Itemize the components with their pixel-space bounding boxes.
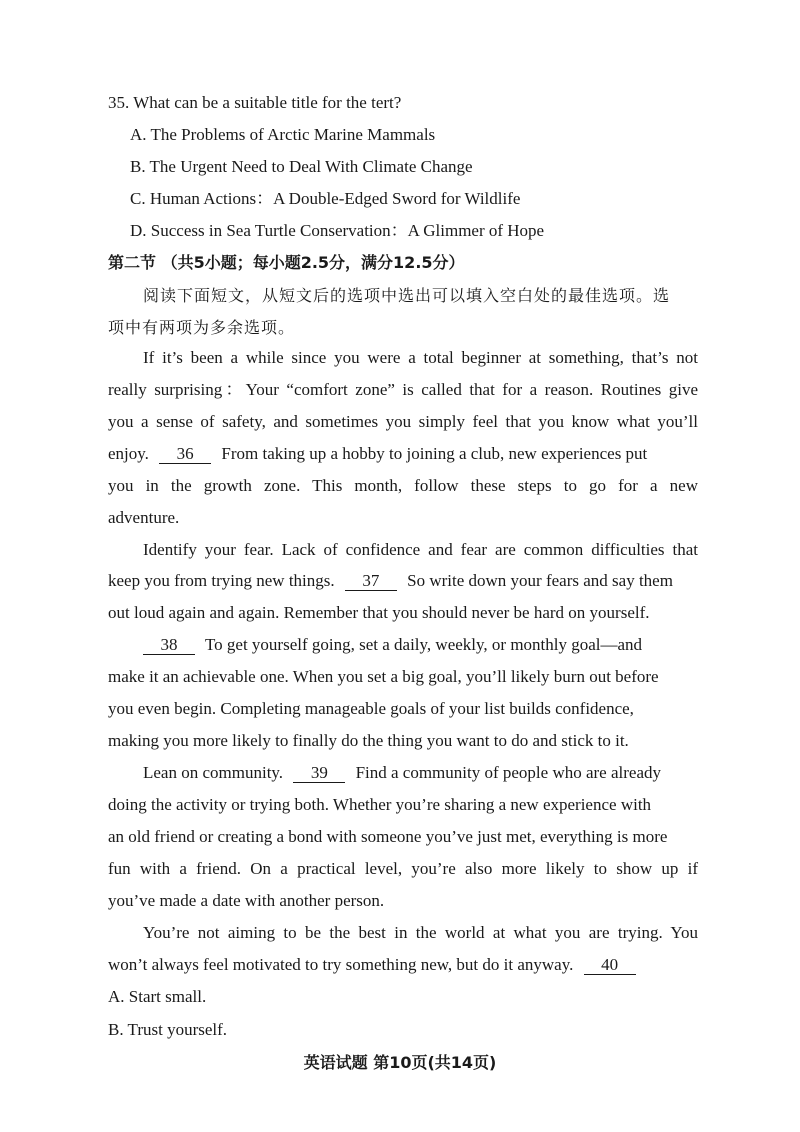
section-instruction-line2: 项中有两项为多余选项。 [108,318,296,337]
passage-text: So write down your fears and say them [407,571,673,590]
passage-line: you a sense of safety, and sometimes you simply feel that you know what you’ll [108,412,698,431]
passage-line: make it an achievable one. When you set a big goal, you’ll likely burn out before [108,667,659,686]
question-35-stem: 35. What can be a suitable title for the tert? [108,93,402,112]
blank-40: 40 [584,956,636,975]
passage-text: From taking up a hobby to joining a club, new experiences put [221,444,648,463]
passage-line: doing the activity or trying both. Whether you’re sharing a new experience with [108,795,652,814]
question-35-option-b: B. The Urgent Need to Deal With Climate Change [130,157,473,176]
passage-line: making you more likely to finally do the thing you want to do and stick to it. [108,731,629,750]
passage-line: you even begin. Completing manageable goals of your list builds confidence, [108,699,634,718]
blank-37: 37 [345,572,397,591]
passage-text: won’t always feel motivated to try something new, but do it anyway. [108,955,574,974]
passage-line: an old friend or creating a bond with someone you’ve just met, everything is more [108,827,668,846]
blank-38: 38 [143,636,195,655]
question-35-option-a: A. The Problems of Arctic Marine Mammals [130,125,436,144]
passage-line-with-blank [108,953,708,977]
question-35-option-c: C. Human Actions：A Double-Edged Sword for Wildlife [130,189,521,208]
passage-line: You’re not aiming to be the best in the world at what you are trying. You [143,923,698,942]
passage-text: keep you from trying new things. [108,571,335,590]
passage-line: adventure. [108,508,180,527]
passage-line: you’ve made a date with another person. [108,891,385,910]
passage-line: out loud again and again. Remember that you should never be hard on yourself. [108,603,650,622]
passage-line: really surprising：Your “comfort zone” is called that for a reason. Routines give [108,380,698,399]
answer-option-b: B. Trust yourself. [108,1020,228,1039]
section-instruction-line1: 阅读下面短文，从短文后的选项中选出可以填入空白处的最佳选项。选 [143,286,671,305]
passage-line: Identify your fear. Lack of confidence and fear are common difficulties that [143,540,698,559]
passage-line: you in the growth zone. This month, follow these steps to go for a new [108,476,698,495]
passage-text: enjoy. [108,444,149,463]
passage-line-with-blank [108,442,708,466]
blank-39: 39 [293,764,345,783]
question-35-option-d: D. Success in Sea Turtle Conservation：A Glimmer of Hope [130,221,545,240]
passage-text: Lean on community. [143,763,284,782]
answer-option-a: A. Start small. [108,987,207,1006]
passage-text: Find a community of people who are already [355,763,661,782]
passage-line: If it’s been a while since you were a total beginner at something, that’s not [143,348,698,367]
passage-text: To get yourself going, set a daily, weekly, or monthly goal—and [204,635,643,654]
passage-line-with-blank [108,569,708,593]
passage-line-with-blank [143,633,743,657]
page-footer: 英语试题 第10页(共14页) [303,1053,497,1072]
blank-36: 36 [159,445,211,464]
passage-line-with-blank [143,761,743,785]
section-heading: 第二节 （共5小题；每小题2.5分，满分12.5分） [108,253,465,272]
passage-line: fun with a friend. On a practical level, you’re also more likely to show up if [108,859,698,878]
